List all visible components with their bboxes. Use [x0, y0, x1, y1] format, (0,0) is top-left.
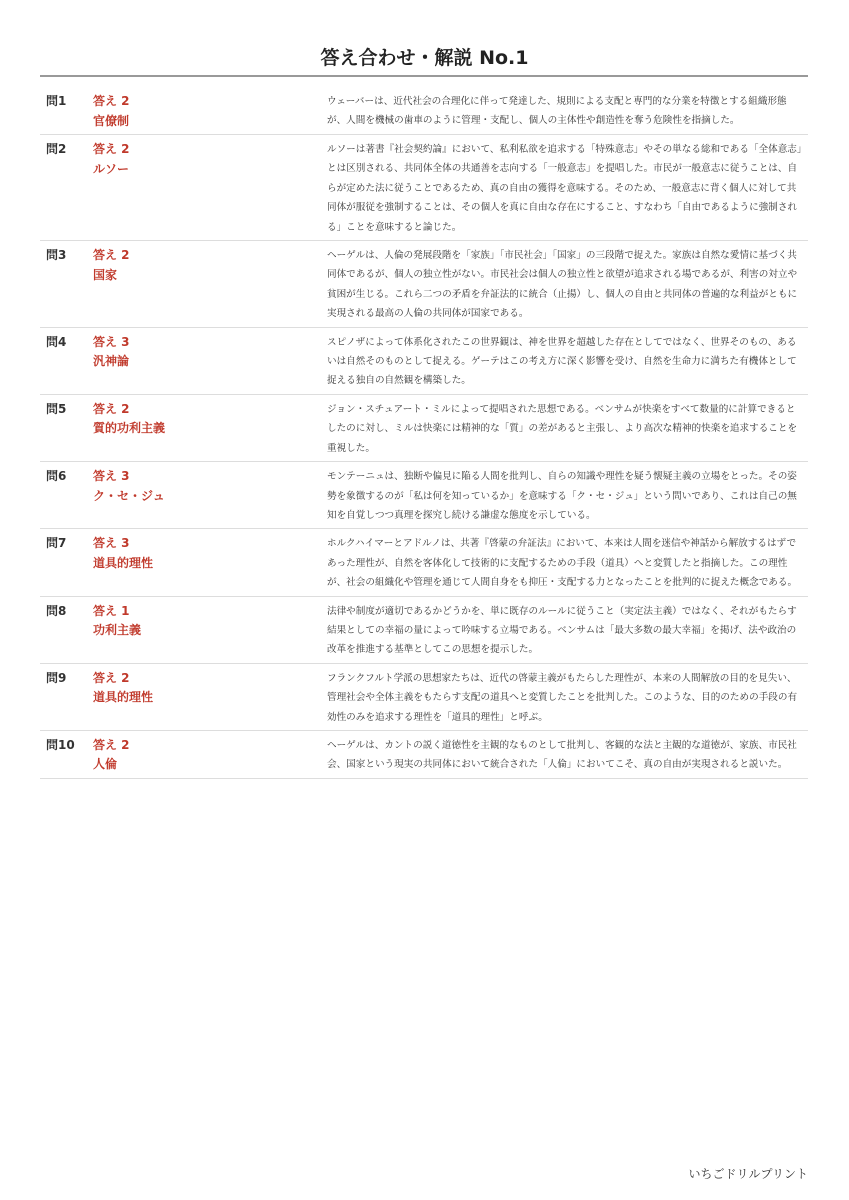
- question-number: 問3: [46, 248, 67, 263]
- question-number: 問8: [46, 603, 67, 618]
- question-number: 問2: [46, 142, 67, 156]
- explanation-text: モンテーニュは、独断や偏見に陥る人間を批判し、自らの知識や理性を疑う懐疑主義の立場をとった。その姿勢を象徴するのが「私は何を知っているか」を意味する「ク・セ・ジュ」という問いであり、これは自己の無知を自覚しつつ真理を探究し続ける謙虚な態度を示している。: [327, 471, 797, 521]
- answer-row-3: [40, 241, 808, 328]
- question-number: 問9: [46, 670, 67, 685]
- answer-list: [40, 87, 808, 779]
- answer-row-8: [40, 597, 808, 664]
- answer-term: 功利主義: [93, 623, 142, 638]
- answer-choice: 答え 2: [93, 248, 130, 263]
- question-number: 問10: [46, 737, 75, 752]
- answer-block: [93, 467, 327, 525]
- explanation-text: スピノザによって体系化されたこの世界観は、神を世界を超越した存在としてではなく、世界そのもの、あるいは自然そのものとして捉える。ゲーテはこの考え方に深く影響を受け、自然を生命力に満ちた有機体として捉える独自の自然観を構築した。: [327, 336, 797, 387]
- answer-choice: 答え 3: [93, 334, 130, 349]
- answer-row-6: [40, 462, 808, 529]
- answer-choice: 答え 2: [93, 94, 130, 108]
- answer-term: 人倫: [93, 757, 118, 772]
- explanation-text: 法律や制度が適切であるかどうかを、単に既存のルールに従うこと（実定法主義）ではなく、それがもたらす結果としての幸福の量によって吟味する立場である。ベンサムは「最大多数の最大幸福」を掲げ、法や政治の改革を推進する基準としてこの思想を提示した。: [327, 605, 797, 656]
- answer-block: [93, 602, 327, 660]
- footer-brand: いちごドリルプリント: [688, 1167, 808, 1181]
- question-number: 問1: [46, 94, 67, 108]
- answer-block: [93, 333, 327, 391]
- answer-row-7: [40, 529, 808, 596]
- explanation-text: ジョン・スチュアート・ミルによって提唱された思想である。ベンサムが快楽をすべて数量的に計算できるとしたのに対し、ミルは快楽には精神的な「質」の差があると主張し、より高次な精神的快楽を追求することを重視した。: [327, 403, 798, 454]
- answer-row-10: [40, 731, 808, 779]
- explanation-text: ヘーゲルは、人倫の発展段階を「家族」「市民社会」「国家」の三段階で捉えた。家族は自然な愛情に基づく共同体であるが、個人の独立性がない。市民社会は個人の独立性と欲望が追求される場であるが、利害の対立や貧困が生じる。これら二つの矛盾を弁証法的に統合（止揚）し、個人の自由と共同体の普遍的な利益がともに実現される最高の人倫の共同体が国家である。: [327, 250, 798, 320]
- answer-choice: 答え 2: [93, 737, 130, 752]
- question-number: 問6: [46, 469, 67, 484]
- answer-term: 質的功利主義: [93, 421, 166, 436]
- answer-row-1: [40, 87, 808, 135]
- title-divider: [40, 75, 808, 77]
- question-number: 問4: [46, 334, 67, 349]
- question-number: 問7: [46, 536, 67, 551]
- answer-term: ルソー: [93, 161, 130, 176]
- answer-term: ク・セ・ジュ: [93, 488, 165, 503]
- answer-term: 汎神論: [93, 354, 130, 369]
- answer-choice: 答え 2: [93, 401, 130, 416]
- answer-term: 道具的理性: [93, 690, 154, 705]
- answer-term: 官僚制: [93, 113, 130, 128]
- answer-choice: 答え 2: [93, 142, 130, 156]
- page-title: 答え合わせ・解説 No.1: [320, 47, 529, 69]
- answer-choice: 答え 3: [93, 469, 130, 484]
- answer-block: [93, 246, 327, 324]
- explanation-text: ルソーは著書『社会契約論』において、私利私欲を追求する「特殊意志」やその単なる総和である「全体意志」とは区別される、共同体全体の共通善を志向する「一般意志」を提唱した。市民が一般意志に従うことは、自らが定めた法に従うことであるため、真の自由の獲得を意味する。そのため、一般意志に背く個人に対して共同体が服従を強制することは、その個人を真に自由な存在にすること、すなわち「自由であるように強制される」ことを意味すると論じた。: [327, 144, 802, 233]
- answer-choice: 答え 2: [93, 670, 130, 685]
- answer-block: [93, 736, 327, 775]
- answer-row-9: [40, 664, 808, 731]
- answer-block: [93, 92, 327, 131]
- answer-row-5: [40, 395, 808, 462]
- answer-choice: 答え 1: [93, 603, 130, 618]
- explanation-text: フランクフルト学派の思想家たちは、近代の啓蒙主義がもたらした理性が、本来の人間解放の目的を見失い、管理社会や全体主義をもたらす支配の道具へと変質したことを批判した。このような、目的のための手段の有効性のみを追求する理性を「道具的理性」と呼ぶ。: [327, 672, 798, 723]
- answer-block: [93, 400, 327, 458]
- answer-term: 国家: [93, 267, 118, 282]
- answer-row-4: [40, 328, 808, 395]
- answer-block: [93, 669, 327, 727]
- answer-choice: 答え 3: [93, 536, 130, 551]
- explanation-text: ウェーバーは、近代社会の合理化に伴って発達した、規則による支配と専門的な分業を特徴とする組織形態が、人間を機械の歯車のように管理・支配し、個人の主体性や創造性を奪う危険性を指摘した。: [327, 96, 787, 127]
- explanation-text: ヘーゲルは、カントの説く道徳性を主観的なものとして批判し、客観的な法と主観的な道徳が、家族、市民社会、国家という現実の共同体において統合された「人倫」においてこそ、真の自由が実現されると説いた。: [327, 739, 797, 771]
- answer-block: [93, 534, 327, 592]
- question-number: 問5: [46, 401, 67, 416]
- answer-term: 道具的理性: [93, 555, 154, 570]
- answer-row-2: [40, 135, 808, 241]
- answer-block: [93, 140, 327, 237]
- explanation-text: ホルクハイマーとアドルノは、共著『啓蒙の弁証法』において、本来は人間を迷信や神話から解放するはずであった理性が、自然を客体化して技術的に支配するための手段（道具）へと変質したと指摘した。この理性が、社会の組織化や管理を通じて人間自身をも抑圧・支配する力となったことを批判的に捉えた概念である。: [327, 538, 798, 589]
